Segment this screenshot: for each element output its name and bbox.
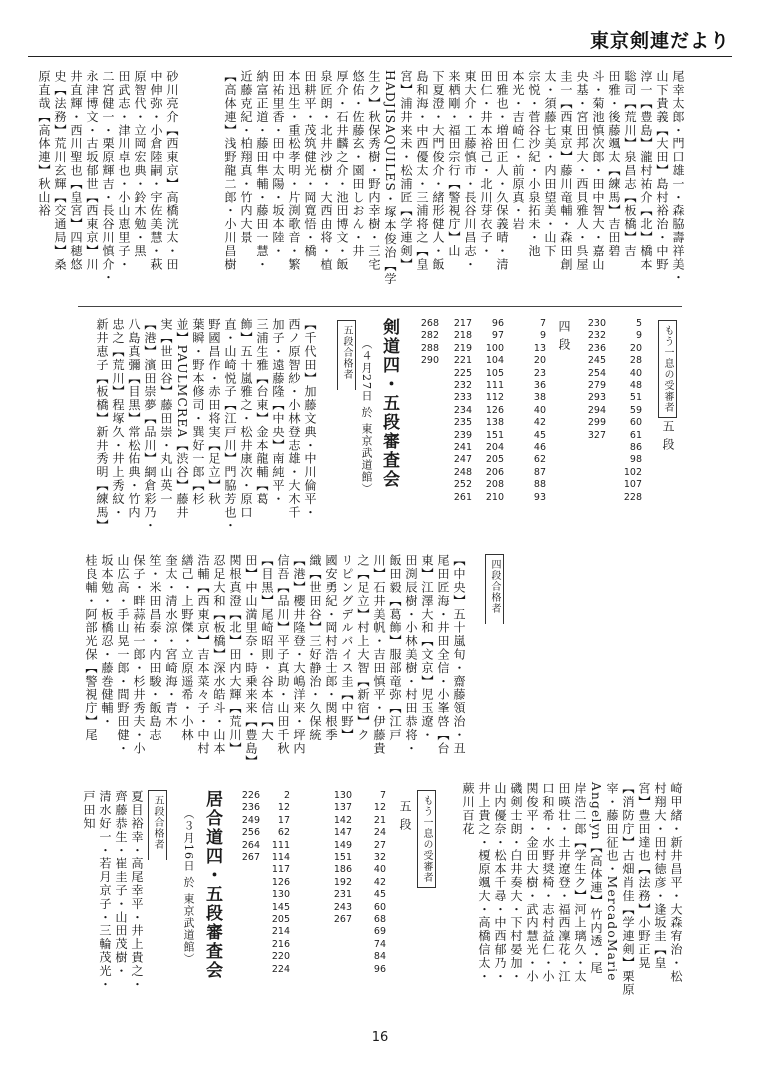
exam-number: 40: [629, 367, 642, 379]
exam-number: 42: [533, 417, 546, 429]
exam-number: 225: [453, 367, 472, 379]
exam-number: 36: [533, 380, 546, 392]
exam-number: 279: [587, 380, 606, 392]
exam-number: 112: [485, 392, 504, 404]
name-list-bottom-right: [460, 782, 684, 997]
name-line: 東】江澤大和【文京】児玉遼・: [420, 554, 434, 742]
name-line: 三浦生雅【台東】金本龍輔【葛: [255, 318, 269, 506]
exam-number: 9: [635, 330, 642, 342]
name-line: 野國昌作・赤田将実【足立】秋: [207, 318, 221, 506]
exam-number: 60: [373, 901, 386, 913]
name-line: 田】中山満里奈・時乗来来【豊島】: [244, 554, 258, 769]
exam-number: 7: [379, 790, 386, 801]
exam-number: 88: [533, 479, 546, 491]
kendo-godan-label: 五段合格者: [337, 320, 356, 390]
exam-number: 96: [373, 963, 386, 975]
iaido-yondan-col-2: [230, 790, 260, 864]
exam-number: 214: [271, 926, 290, 938]
name-line: 並】PAULMCREA【渋谷】藤井: [175, 318, 189, 519]
name-line: 織【世田谷】三好静治・久保統: [308, 554, 322, 742]
exam-number: 290: [420, 355, 439, 367]
iaido-godan-col-2: [318, 790, 352, 926]
exam-number: 9: [539, 330, 546, 342]
exam-number: 42: [373, 876, 386, 888]
name-line: リピングデルバイス圭【中野】: [340, 554, 354, 742]
iaido-godan-col-1: [352, 790, 386, 976]
name-list-bottom-left: [81, 790, 145, 990]
name-line: 信吾【品川】平子真助・山田千秋: [276, 554, 290, 755]
name-line: 永津博文・古坂郁世【西東京】川: [85, 70, 99, 271]
name-line: 浩輔【西東京】吉本菜々子・中村: [196, 554, 210, 755]
exam-number: 117: [271, 864, 290, 876]
name-line: 夏目裕幸・高尾幸平・井上貴之・: [130, 790, 144, 991]
name-line: 直・山崎悦子【江戸川】門脇芳也・: [223, 318, 237, 533]
exam-number: 2: [283, 790, 290, 801]
exam-number: 105: [485, 367, 504, 379]
exam-number: 264: [241, 839, 260, 851]
exam-number: 46: [533, 442, 546, 454]
exam-number: 111: [271, 839, 290, 851]
name-line: 来栖剛・福田宗行【警視庁】山: [447, 70, 461, 258]
kendo-exam-title: 剣道四・五段審査会: [379, 318, 399, 489]
name-list-mid-right: [94, 318, 318, 533]
name-line: 実【世田谷】藤田崇・丸山英一: [159, 318, 173, 506]
iaido-exam-subtitle: （３月16日 於 東京武道館）: [182, 808, 195, 965]
exam-number: 100: [485, 342, 504, 354]
name-line: 田武志・津川卓也・小山恵里子・: [117, 70, 131, 271]
name-line: 川】石井美帆・吉田慎平・伊藤貴: [372, 554, 386, 755]
exam-number: 234: [453, 404, 472, 416]
name-line: 宮】豊田達也【法務】小野正晃: [637, 782, 651, 970]
exam-number: 12: [277, 802, 290, 814]
exam-number: 138: [485, 417, 504, 429]
name-line: 村翔大・田村徳彦・逢坂圭【皇: [653, 782, 667, 970]
exam-number: 208: [485, 479, 504, 491]
name-line: 口和希・水野奨椅・志村益仁・小: [541, 782, 555, 983]
exam-number: 205: [271, 914, 290, 926]
exam-number: 126: [485, 404, 504, 416]
name-line: 中伸弥・小倉陸嗣・宇佐美慧・萩: [149, 70, 163, 271]
exam-number: 293: [587, 392, 606, 404]
exam-number: 40: [373, 864, 386, 876]
name-line: 【港】濱田崇夢【品川】網倉彩乃・: [143, 318, 157, 533]
exam-number: 145: [271, 901, 290, 913]
exam-number: 130: [271, 889, 290, 901]
name-line: 田暎壮・土井遼登・福西凜花・江: [557, 782, 571, 983]
page-number: 16: [371, 1030, 389, 1045]
exam-number: 232: [587, 330, 606, 342]
name-line: 圭一【西東京】藤川竜輔・森田創: [559, 70, 573, 271]
exam-number: 247: [453, 454, 472, 466]
name-line: 本光・吉崎仁・前原真・岩: [511, 70, 525, 231]
name-line: 【高体連】浅野龍二郎・小川昌樹: [223, 70, 237, 271]
name-line: 【千代田】加藤文典・中川倫平・: [303, 318, 317, 519]
exam-number: 142: [333, 814, 352, 826]
name-line: 下夏澄・大門俊介・緒形健人・飯: [431, 70, 445, 271]
exam-number: 220: [271, 951, 290, 963]
kendo-box-label: もう一息の受審者: [658, 320, 677, 418]
exam-number: 84: [373, 951, 386, 963]
name-line: 山下貴義【大田】島村裕治・中野: [655, 70, 669, 271]
name-line: 斗・菊池慎次郎・田中智大・嘉山: [591, 70, 605, 271]
exam-number: 192: [333, 876, 352, 888]
exam-number: 204: [485, 442, 504, 454]
name-line: 関根真澄【北】田内大輝【荒川】: [228, 554, 242, 755]
name-line: 田祐里香・田中太陽・坂本陸・: [271, 70, 285, 258]
exam-number: 206: [485, 466, 504, 478]
name-line: 繕己・上野傑・立原遥希・小林: [180, 554, 194, 742]
name-line: 田雅也・増田正人・久保義晴・清: [495, 70, 509, 271]
exam-number: 226: [241, 790, 260, 801]
exam-number: 107: [623, 479, 642, 491]
name-line: 新井恵子【板橋】新井秀明【練馬】: [95, 318, 109, 533]
name-line: 井上貴之・榎原颯大・高橋信太・: [477, 782, 491, 983]
top-divider: [78, 306, 682, 307]
exam-number: 68: [373, 914, 386, 926]
exam-number: 236: [241, 802, 260, 814]
exam-number: 327: [587, 429, 606, 441]
name-line: 戸田知: [82, 790, 96, 831]
name-line: 原直哉【高体連】秋山裕: [37, 70, 51, 218]
kendo-yondan-col-1: [512, 318, 546, 504]
name-line: 近藤克紀・柏翔真・竹内大景: [239, 70, 253, 245]
iaido-godan-label: 五段合格者: [148, 790, 167, 860]
iaido-exam-title: 居合道四・五段審査会: [202, 790, 222, 980]
name-line: 本迅生・重松孝明・片渕歌音・繁: [287, 70, 301, 271]
name-line: 淳一【豊島】瀧村祐介【北】橋本: [639, 70, 653, 271]
brand-logo: 東京剣連だより: [589, 30, 730, 52]
name-line: 山広高・手山晃一郎・間野田健・: [116, 554, 130, 755]
name-line: 原智代・立岡宏典・鈴木勉・黒: [133, 70, 147, 258]
exam-number: 282: [420, 330, 439, 342]
exam-number: 102: [623, 466, 642, 478]
exam-number: 288: [420, 342, 439, 354]
header-rule: [28, 56, 732, 57]
name-line: 【中央】五十嵐旬・齋藤領治・丑: [452, 554, 466, 755]
name-line: 宮】浦井来未・松浦匠【学連剣】: [399, 70, 413, 271]
name-line: 尾幸太郎・門口雄一・森脇壽祥美・: [671, 70, 685, 285]
exam-number: 62: [277, 827, 290, 839]
exam-number: 111: [485, 380, 504, 392]
iaido-rank-5: 五段: [398, 800, 412, 836]
kendo-rank-5: 五段: [661, 420, 675, 456]
exam-number: 45: [533, 429, 546, 441]
exam-number: 221: [453, 355, 472, 367]
exam-number: 12: [373, 802, 386, 814]
exam-number: 267: [333, 914, 352, 926]
exam-number: 232: [453, 380, 472, 392]
name-line: 岸浩二郎【学生ク】河上璃久・太: [573, 782, 587, 983]
exam-number: 59: [629, 404, 642, 416]
name-line: 飯田毅【葛飾】服部竜弥【江戸: [388, 554, 402, 742]
exam-number: 74: [373, 938, 386, 950]
exam-number: 151: [485, 429, 504, 441]
name-line: 史【法務】荒川玄輝【交通局】桑: [53, 70, 67, 271]
exam-number: 299: [587, 417, 606, 429]
name-line: 砂川亮介【西東京】高橋洸太・田: [165, 70, 179, 271]
exam-number: 61: [629, 429, 642, 441]
exam-number: 241: [453, 442, 472, 454]
exam-number: 224: [271, 963, 290, 975]
exam-number: 126: [271, 876, 290, 888]
name-line: 保子・畔蒜祐一郎・杉井秀夫・小: [132, 554, 146, 755]
name-line: 忠之【荒川】程塚久・井上秀紋・: [111, 318, 125, 519]
exam-number: 235: [453, 417, 472, 429]
exam-number: 151: [333, 852, 352, 864]
name-line: 悠佑・佐藤玄・園田しおん・井: [351, 70, 365, 258]
name-line: 聡司【荒川】泉昌志【板橋】吉: [623, 70, 637, 258]
name-line: 宗悦・菅谷沙紀・小泉拓未・池: [527, 70, 541, 258]
exam-number: 228: [623, 491, 642, 503]
exam-number: 96: [491, 318, 504, 329]
exam-number: 254: [587, 367, 606, 379]
exam-number: 268: [420, 318, 439, 329]
exam-number: 245: [587, 355, 606, 367]
exam-number: 243: [333, 901, 352, 913]
exam-number: 86: [629, 442, 642, 454]
exam-number: 5: [635, 318, 642, 329]
exam-number: 20: [533, 355, 546, 367]
exam-number: 267: [241, 852, 260, 864]
exam-number: 20: [629, 342, 642, 354]
exam-number: 24: [373, 827, 386, 839]
exam-number: 60: [629, 417, 642, 429]
exam-number: 17: [277, 814, 290, 826]
exam-number: 294: [587, 404, 606, 416]
kendo-rank-4: 四段: [557, 320, 571, 356]
name-line: 八島真彌【目黒】常松佑典・竹内: [127, 318, 141, 519]
name-line: 笙・米田昌泰・内田駿・飯島志: [148, 554, 162, 742]
name-line: 関俊平・金田大樹・武内慧光・小: [525, 782, 539, 983]
exam-number: 23: [533, 367, 546, 379]
exam-number: 239: [453, 429, 472, 441]
exam-number: 261: [453, 491, 472, 503]
name-line: 忍足大和【板橋】深水皓斗・山本: [212, 554, 226, 755]
name-line: 之【足立】村上大智【新宿】ク: [356, 554, 370, 742]
exam-number: 27: [373, 839, 386, 851]
name-line: 二宮健一・栗原輝吉・長谷川慎介・: [101, 70, 115, 285]
name-line: 西ノ原智紗・小林登志雄・大木千: [287, 318, 301, 519]
name-line: 納富正道・藤田隼輔・藤田一慧・: [255, 70, 269, 271]
kendo-yondan-label: 四段合格者: [485, 554, 504, 624]
name-line: 桂良輔・阿部光保【警視庁】尾: [84, 554, 98, 742]
exam-number: 7: [539, 318, 546, 329]
name-line: 奎太・清水涼・宮崎海・青木: [164, 554, 178, 729]
exam-number: 130: [333, 790, 352, 801]
exam-number: 98: [629, 454, 642, 466]
exam-number: 48: [629, 380, 642, 392]
name-line: 厚介・石井麟之介・池田博文・飯: [335, 70, 349, 271]
exam-number: 40: [533, 404, 546, 416]
exam-number: 28: [629, 355, 642, 367]
exam-number: 186: [333, 864, 352, 876]
name-line: 【港】櫻井隆登・大嶋洋来・坪内: [292, 554, 306, 755]
exam-number: 216: [271, 938, 290, 950]
name-line: 山内優奈・松本千尋・中西郁乃・: [493, 782, 507, 983]
name-line: HADJISAQUILES・塚本俊治【学: [383, 70, 397, 286]
name-line: 井直輝・西川聖也【皇宮】四穂悠: [69, 70, 83, 271]
kendo-godan-col-1: [602, 318, 642, 504]
exam-number: 51: [629, 392, 642, 404]
name-line: 齊藤恭生・崔圭子・山田茂樹・: [114, 790, 128, 978]
name-line: 田耕平・茂筑健光・岡寛悟・橋: [303, 70, 317, 258]
exam-number: 231: [333, 889, 352, 901]
exam-number: 256: [241, 827, 260, 839]
name-line: 東大介・工藤慎市・長谷川昌志・: [463, 70, 477, 271]
name-list-mid-left: [83, 554, 467, 770]
exam-number: 147: [333, 827, 352, 839]
exam-number: 230: [587, 318, 606, 329]
exam-number: 21: [373, 814, 386, 826]
exam-number: 210: [485, 491, 504, 503]
iaido-box-label: もう一息の受審者: [417, 790, 436, 888]
exam-number: 13: [533, 342, 546, 354]
exam-number: 205: [485, 454, 504, 466]
name-line: Angelyn【高体連】竹内透・尾: [589, 782, 603, 975]
kendo-yondan-col-4: [405, 318, 439, 368]
exam-number: 87: [533, 466, 546, 478]
exam-number: 32: [373, 852, 386, 864]
kendo-exam-subtitle: （４月27日 於 東京武道館）: [360, 338, 373, 495]
name-line: 加子・遠藤隆【中央】南純平・: [271, 318, 285, 506]
name-line: 泉匠朗・北井沙樹・大西由将・植: [319, 70, 333, 271]
name-line: 島和海・中西優太・三浦将之【皇: [415, 70, 429, 271]
exam-number: 248: [453, 466, 472, 478]
name-line: 田仁・井本裕己・北川芽衣子・: [479, 70, 493, 258]
name-line: 尾田匠海・井田全信・小峯啓【台: [436, 554, 450, 755]
name-line: 生ク】秋保秀樹・野内幸樹・三宅: [367, 70, 381, 271]
name-line: 央基・宮田邦大・西貝雅人・呉屋: [575, 70, 589, 271]
exam-number: 236: [587, 342, 606, 354]
name-line: 坂本勉・板橋忍・藤巻健輔・: [100, 554, 114, 729]
exam-number: 114: [271, 852, 290, 864]
name-line: 【目黒】尾崎昭則・谷本信【大: [260, 554, 274, 742]
name-line: 葉瞬・野本修司・巽好一郎【杉: [191, 318, 205, 506]
exam-number: 38: [533, 392, 546, 404]
exam-number: 218: [453, 330, 472, 342]
exam-number: 93: [533, 491, 546, 503]
name-line: 國安勇紀・岡村浩士郎・関根季: [324, 554, 338, 742]
name-line: 蕨川百花: [461, 782, 475, 836]
name-line: 飾】五十嵐雅之・松井康次・原口: [239, 318, 253, 519]
kendo-yondan-col-2: [470, 318, 504, 504]
name-line: 田渕辰樹・小林美樹・村田恭将・: [404, 554, 418, 755]
exam-number: 137: [333, 802, 352, 814]
exam-number: 217: [453, 318, 472, 329]
exam-number: 69: [373, 926, 386, 938]
name-line: 宰・藤田征也・MercadoMarie: [605, 782, 619, 982]
kendo-yondan-col-3: [438, 318, 472, 504]
name-line: 磯剣士朗・白井奏大・下村晏加・: [509, 782, 523, 983]
exam-number: 249: [241, 814, 260, 826]
exam-number: 219: [453, 342, 472, 354]
exam-number: 45: [373, 889, 386, 901]
exam-number: 233: [453, 392, 472, 404]
exam-number: 252: [453, 479, 472, 491]
name-line: 田雅・後藤颯太【練馬】吉田碧: [607, 70, 621, 258]
exam-number: 62: [533, 454, 546, 466]
exam-number: 149: [333, 839, 352, 851]
iaido-yondan-col-1: [264, 790, 290, 976]
name-line: 太・須藤七美・内田望美・山下: [543, 70, 557, 258]
name-line: 崎甲緒・新井昌平・大森宥治・松: [669, 782, 683, 983]
name-line: 【消防庁】古畑肖佳【学連剣】栗原: [621, 782, 635, 997]
exam-number: 97: [491, 330, 504, 342]
name-line: 清水好一・若月京子・三輪茂光・: [98, 790, 112, 991]
exam-number: 104: [485, 355, 504, 367]
